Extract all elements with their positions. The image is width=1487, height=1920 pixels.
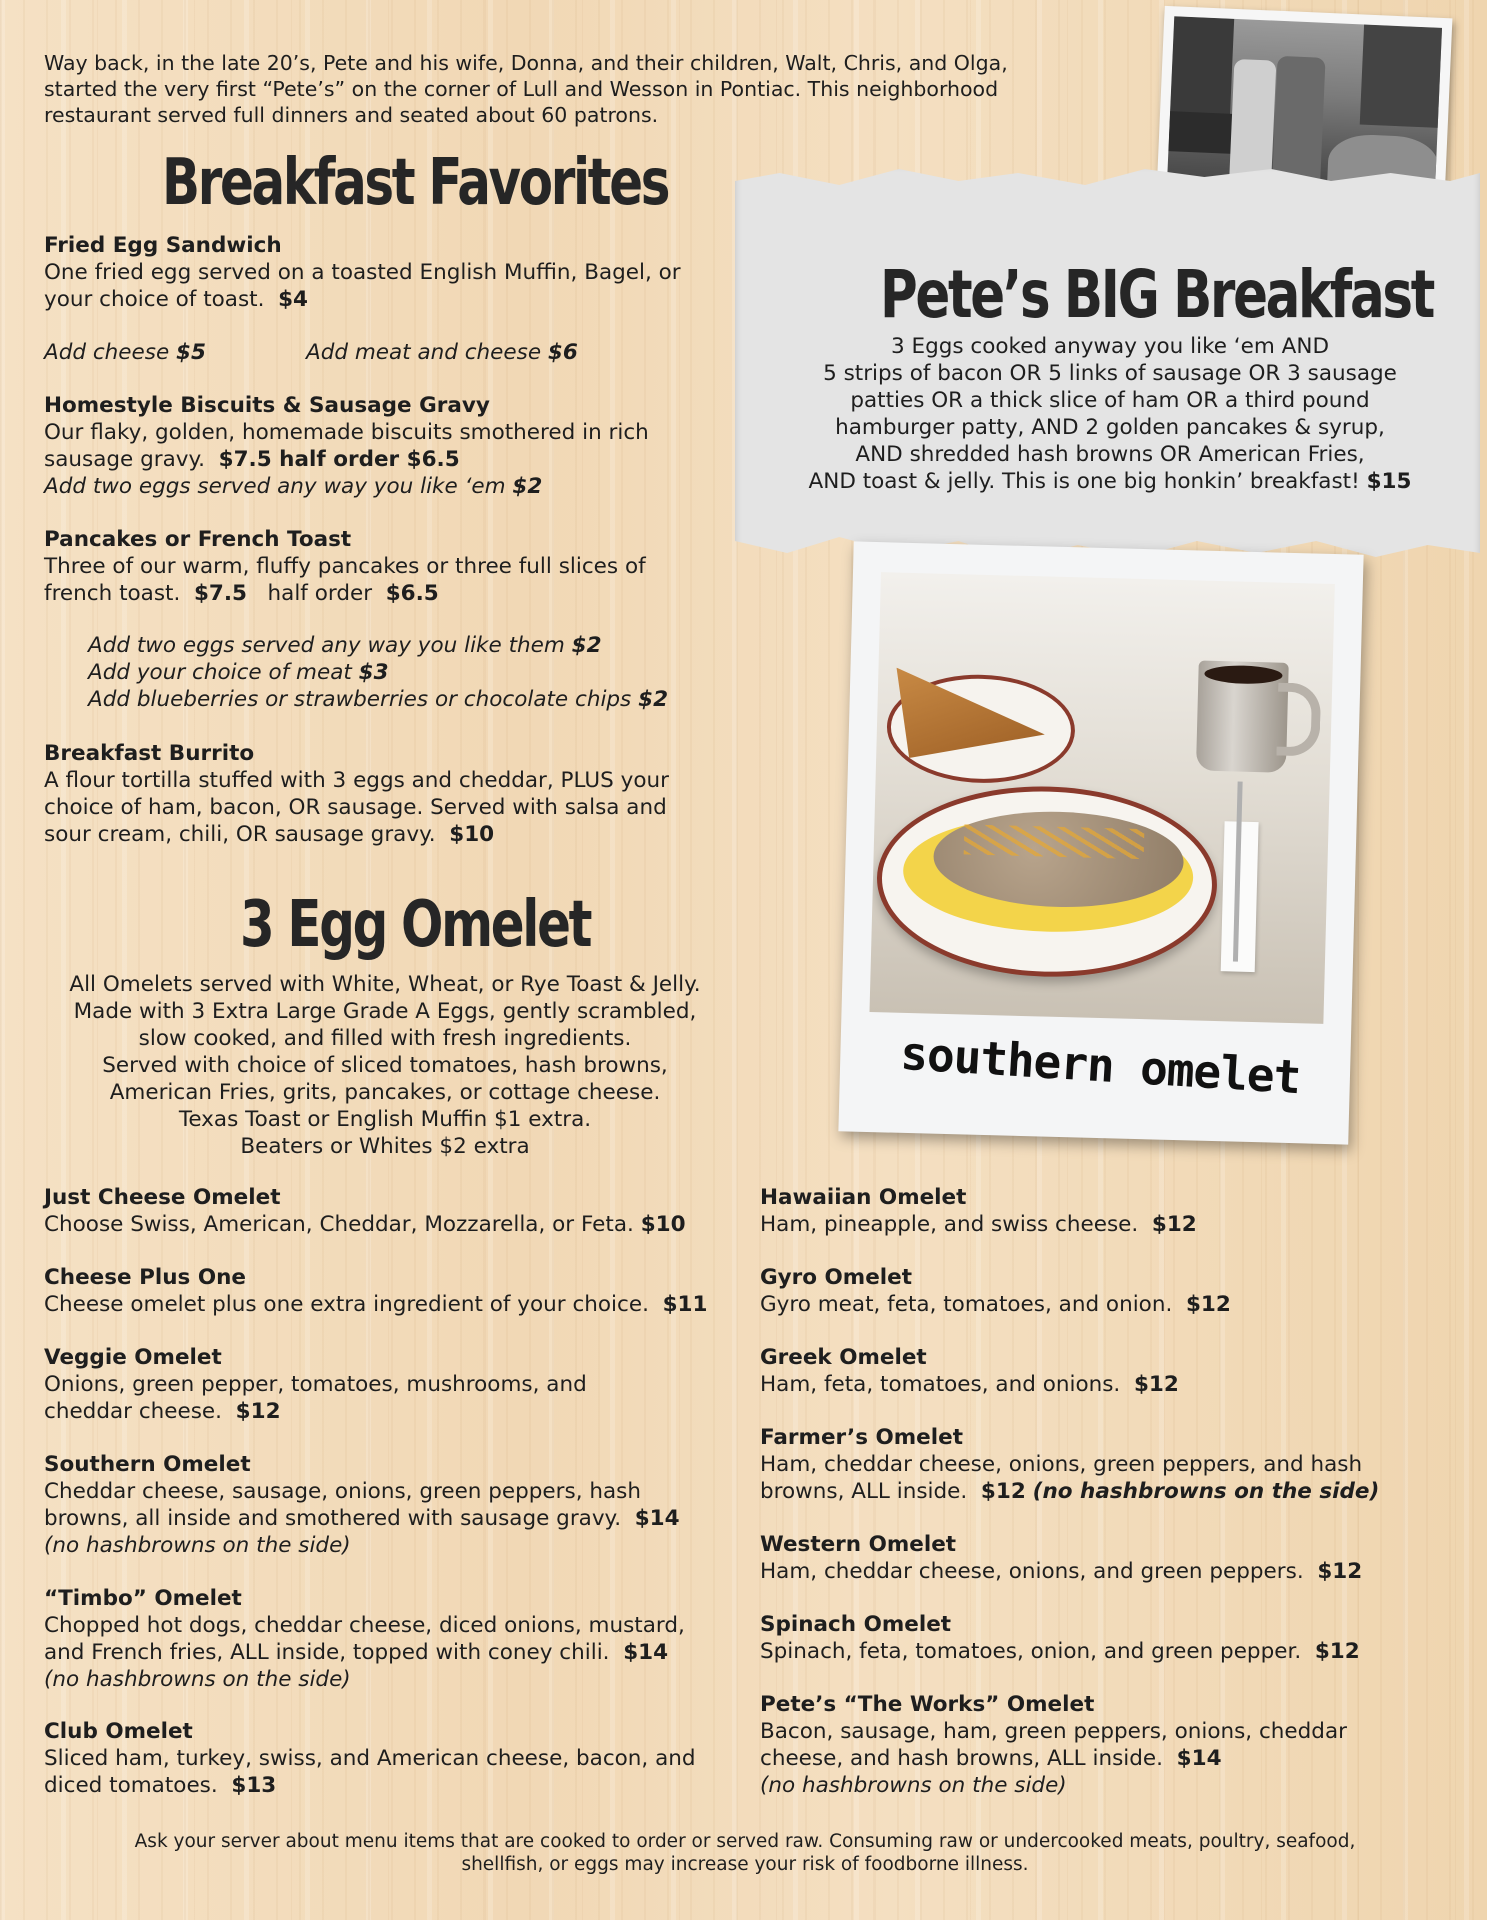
menu-item-club-omelet: Club Omelet Sliced ham, turkey, swiss, and American cheese, bacon, and diced tomatoes. $13 xyxy=(44,1719,696,1798)
add-cheese-option: Add cheese $5 xyxy=(44,340,206,365)
item-desc: One fried egg served on a toasted English Muffin, Bagel, or xyxy=(44,260,681,285)
omelet-intro: All Omelets served with White, Wheat, or Rye Toast & Jelly. Made with 3 Extra Large Grade A Eggs, gently scrambled, slow cooked, and filled with fresh ingredients. Served with choice of sliced tomatoes, hash browns, American Fries, grits, pancakes, or cottage cheese. Texas Toast or English Muffin $1 extra. Beaters or Whites $2 extra xyxy=(69,972,701,1159)
add-meat-cheese-option: Add meat and cheese $6 xyxy=(306,340,578,365)
menu-item-western-omelet: Western Omelet Ham, cheddar cheese, onions, and green peppers. $12 xyxy=(760,1532,1363,1584)
intro-line: started the very first “Pete’s” on the corner of Lull and Wesson in Pontiac. This neighborhood xyxy=(44,77,999,101)
item-price: $7.5 half order $6.5 xyxy=(218,447,460,472)
item-desc: Three of our warm, fluffy pancakes or three full slices of xyxy=(44,554,646,579)
item-addon: Add two eggs served any way you like them $2 xyxy=(88,633,602,658)
item-desc: A flour tortilla stuffed with 3 eggs and cheddar, PLUS your xyxy=(44,768,669,793)
item-desc: french toast. $7.5 half order $6.5 xyxy=(44,581,439,606)
menu-item-southern-omelet: Southern Omelet Cheddar cheese, sausage, onions, green peppers, hash browns, all inside and smothered with sausage gravy. $14 (no hashbrowns on the side) xyxy=(44,1452,680,1558)
item-desc: your choice of toast. $4 xyxy=(44,287,309,312)
item-price: $10 xyxy=(449,822,495,847)
item-addon: Add blueberries or strawberries or chocolate chips $2 xyxy=(88,687,669,712)
menu-item-biscuits-gravy xyxy=(44,392,734,500)
item-desc: Our flaky, golden, homemade biscuits smothered in rich xyxy=(44,420,649,445)
big-breakfast-desc: 3 Eggs cooked anyway you like ‘em AND 5 strips of bacon OR 5 links of sausage OR 3 sausage patties OR a thick slice of ham OR a third pound hamburger patty, AND 2 golden pancakes & syrup, AND shredded hash browns OR American Fries, AND toast & jelly. This is one big honkin’ breakfast! $15 xyxy=(808,334,1412,494)
item-name: Fried Egg Sandwich xyxy=(44,233,282,258)
southern-omelet-photo xyxy=(869,572,1334,1024)
menu-item-gyro-omelet: Gyro Omelet Gyro meat, feta, tomatoes, and onion. $12 xyxy=(760,1265,1231,1317)
intro-text xyxy=(44,50,1124,128)
menu-item-breakfast-burrito xyxy=(44,740,744,848)
menu-item-pancakes xyxy=(44,526,734,607)
omelet-heading: 3 Egg Omelet xyxy=(240,888,591,962)
menu-item-cheese-plus-one: Cheese Plus One Cheese omelet plus one extra ingredient of your choice. $11 xyxy=(44,1265,708,1317)
item-addon: Add your choice of meat $3 xyxy=(88,660,389,685)
breakfast-heading: Breakfast Favorites xyxy=(162,146,669,220)
menu-item-farmers-omelet: Farmer’s Omelet Ham, cheddar cheese, onions, green peppers, and hash browns, ALL inside. $12 (no hashbrowns on the side) xyxy=(760,1425,1380,1504)
item-name: Pancakes or French Toast xyxy=(44,527,352,552)
pancake-addons xyxy=(88,632,748,713)
menu-item-timbo-omelet: “Timbo” Omelet Chopped hot dogs, cheddar cheese, diced onions, mustard, and French fries, ALL inside, topped with coney chili. $14 (no hashbrowns on the side) xyxy=(44,1586,685,1692)
food-safety-disclaimer: Ask your server about menu items that are cooked to order or served raw. Consuming raw or undercooked meats, poultry, seafood, shellfish, or eggs may increase your risk of foodborne illness. xyxy=(134,1831,1356,1875)
menu-item-spinach-omelet: Spinach Omelet Spinach, feta, tomatoes, onion, and green pepper. $12 xyxy=(760,1612,1360,1664)
big-breakfast-heading: Pete’s BIG Breakfast xyxy=(880,256,1433,333)
item-addon: Add two eggs served any way you like ‘em $2 xyxy=(44,474,543,499)
intro-line: Way back, in the late 20’s, Pete and his wife, Donna, and their children, Walt, Chris, and Olga, xyxy=(44,51,1008,75)
menu-item-greek-omelet: Greek Omelet Ham, feta, tomatoes, and onions. $12 xyxy=(760,1345,1179,1397)
item-price: $7.5 xyxy=(193,581,248,606)
menu-item-fried-egg-sandwich xyxy=(44,232,734,313)
item-price: $4 xyxy=(278,287,309,312)
menu-item-just-cheese-omelet: Just Cheese Omelet Choose Swiss, American, Cheddar, Mozzarella, or Feta. $10 xyxy=(44,1185,686,1237)
item-name: Breakfast Burrito xyxy=(44,741,255,766)
photo-caption: southern omelet xyxy=(898,1025,1302,1105)
item-desc: choice of ham, bacon, OR sausage. Served with salsa and xyxy=(44,795,667,820)
item-desc: sour cream, chili, OR sausage gravy. $10 xyxy=(44,822,495,847)
southern-omelet-polaroid xyxy=(838,541,1363,1144)
menu-item-the-works-omelet: Pete’s “The Works” Omelet Bacon, sausage, ham, green peppers, onions, cheddar cheese, and hash browns, ALL inside. $14 (no hashbrowns on the side) xyxy=(760,1692,1347,1798)
big-breakfast-price: $15 xyxy=(1366,469,1412,494)
menu-item-veggie-omelet: Veggie Omelet Onions, green pepper, tomatoes, mushrooms, and cheddar cheese. $12 xyxy=(44,1345,587,1424)
item-desc: sausage gravy. $7.5 half order $6.5 xyxy=(44,447,460,472)
menu-item-hawaiian-omelet: Hawaiian Omelet Ham, pineapple, and swiss cheese. $12 xyxy=(760,1185,1197,1237)
intro-line: restaurant served full dinners and seated about 60 patrons. xyxy=(44,103,659,127)
item-name: Homestyle Biscuits & Sausage Gravy xyxy=(44,393,490,418)
